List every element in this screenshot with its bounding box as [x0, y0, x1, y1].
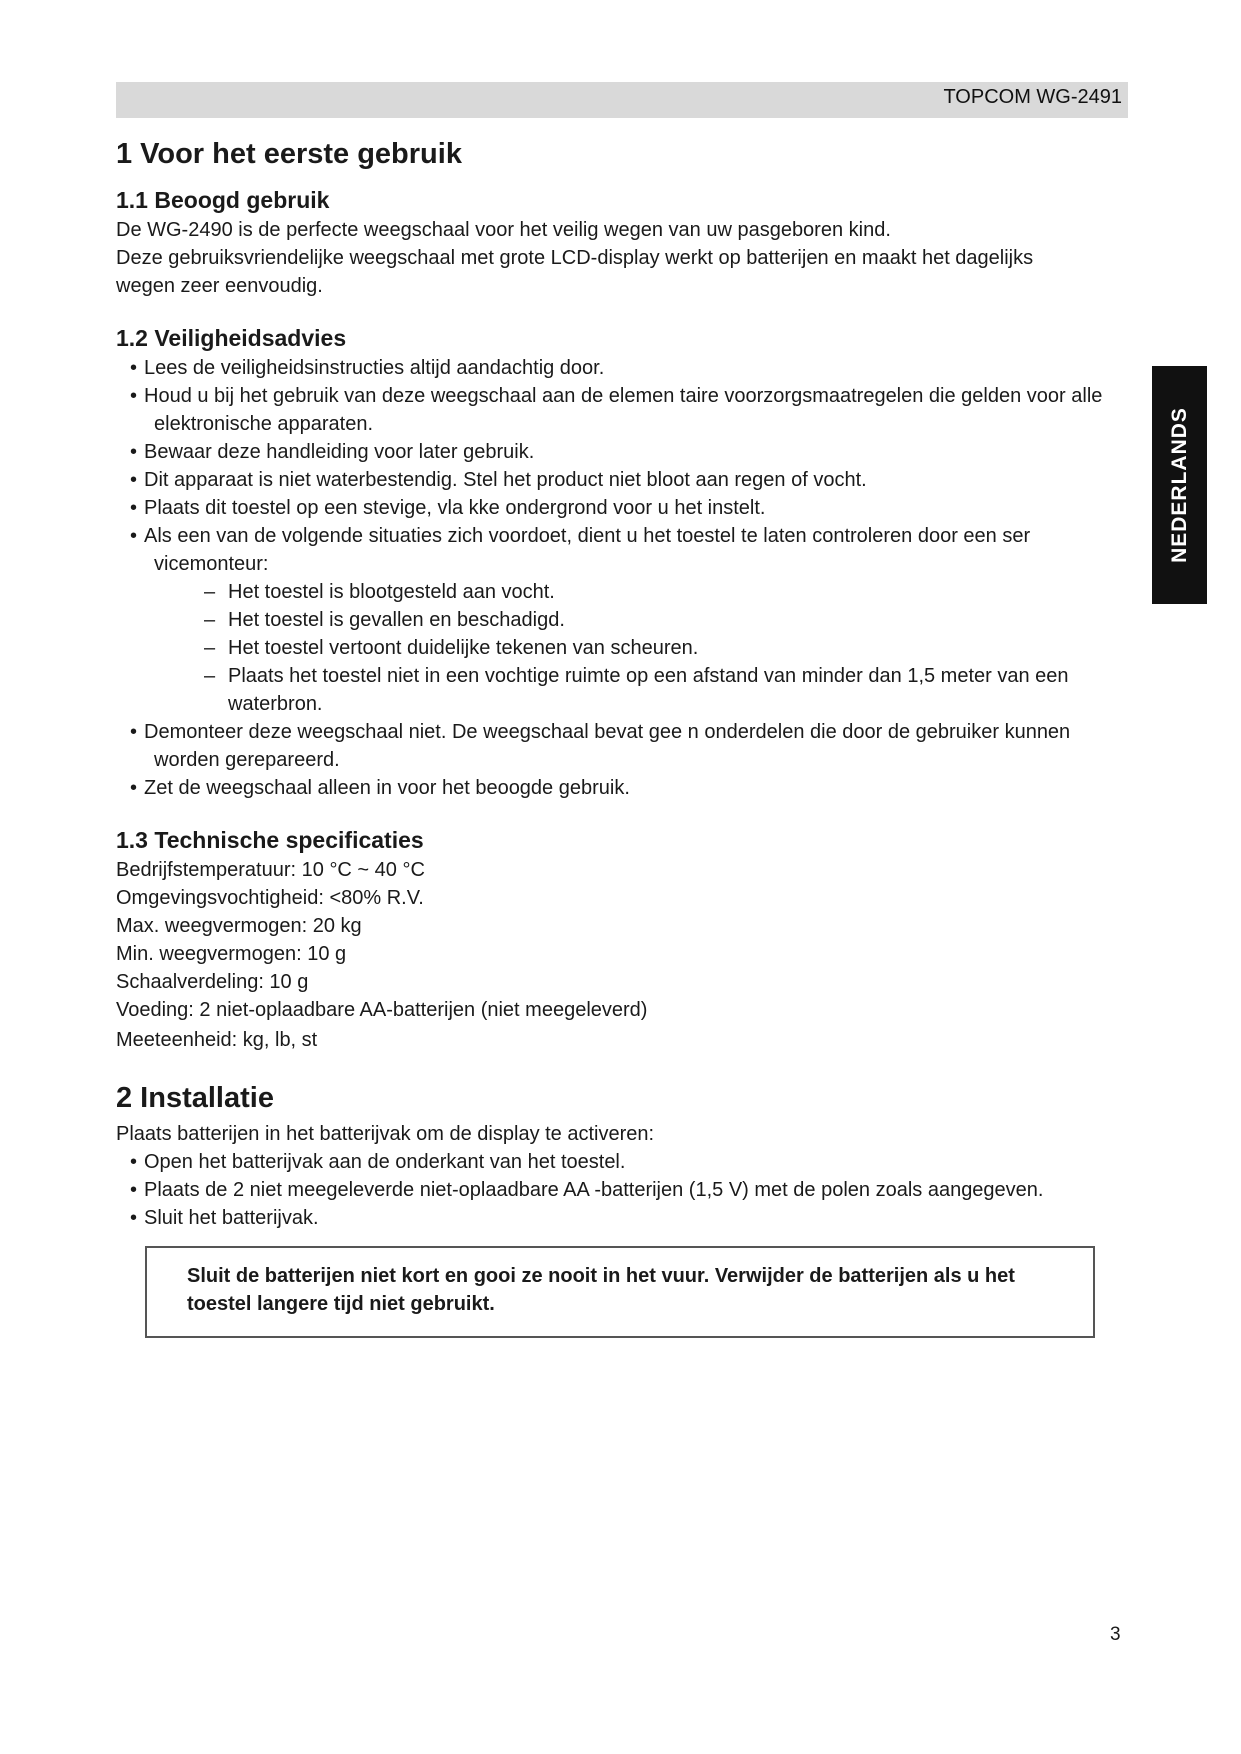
safety-sub-item: – Het toestel is gevallen en beschadigd. — [204, 609, 565, 631]
header-bar — [116, 82, 1128, 118]
battery-warning-text: Sluit de batterijen niet kort en gooi ze nooit in het vuur. Verwijder de batterijen als u het toestel langere tijd niet gebruikt. — [187, 1265, 1015, 1315]
safety-item: • Als een van de volgende situaties zich voordoet, dient u het toestel te laten controleren door een ser vicemonteur: — [116, 522, 1126, 578]
installation-intro: Plaats batterijen in het batterijvak om de display te activeren: — [116, 1123, 655, 1145]
spec-line: Schaalverdeling: 10 g — [116, 971, 309, 993]
section-1-3-title: 1.3 Technische specificaties — [116, 827, 424, 853]
safety-item: • Lees de veiligheidsinstructies altijd aandachtig door. — [116, 354, 1126, 382]
safety-sub-list — [116, 578, 1126, 718]
battery-warning-box — [145, 1246, 1095, 1338]
safety-item: • Demonteer deze weegschaal niet. De weegschaal bevat gee n onderdelen die door de gebruiker kunnen worden gerepareerd. — [116, 718, 1126, 774]
safety-sub-item: – Plaats het toestel niet in een vochtige ruimte op een afstand van minder dan 1,5 meter van een waterbron. — [204, 665, 1069, 715]
installation-list — [116, 1148, 1126, 1232]
page-content — [116, 132, 1126, 1338]
intended-use-line: wegen zeer eenvoudig. — [116, 275, 323, 297]
language-tab-label: NEDERLANDS — [1167, 407, 1191, 563]
spec-line: Voeding: 2 niet-oplaadbare AA-batterijen (niet meegeleverd) — [116, 999, 648, 1021]
safety-item: • Bewaar deze handleiding voor later gebruik. — [116, 438, 1126, 466]
header-title: TOPCOM WG-2491 — [943, 86, 1122, 108]
section-1-2-title: 1.2 Veiligheidsadvies — [116, 325, 347, 351]
safety-list-continued — [116, 718, 1126, 802]
installation-item: • Plaats de 2 niet meegeleverde niet-oplaadbare AA -batterijen (1,5 V) met de polen zoals aangegeven. — [116, 1176, 1126, 1204]
safety-list — [116, 354, 1126, 578]
safety-sub-item: – Het toestel is blootgesteld aan vocht. — [204, 581, 555, 603]
section-1-1-title: 1.1 Beoogd gebruik — [116, 187, 330, 213]
installation-item: • Sluit het batterijvak. — [116, 1204, 1126, 1232]
section-1-title: 1 Voor het eerste gebruik — [116, 138, 462, 170]
safety-item: • Plaats dit toestel op een stevige, vla kke ondergrond voor u het instelt. — [116, 494, 1126, 522]
intended-use-line: De WG-2490 is de perfecte weegschaal voor het veilig wegen van uw pasgeboren kind. — [116, 219, 891, 241]
safety-item: • Dit apparaat is niet waterbestendig. Stel het product niet bloot aan regen of vocht. — [116, 466, 1126, 494]
intended-use-line: Deze gebruiksvriendelijke weegschaal met grote LCD-display werkt op batterijen en maakt het dagelijks — [116, 247, 1034, 269]
spec-line: Bedrijfstemperatuur: 10 °C ~ 40 °C — [116, 859, 425, 881]
page-number: 3 — [1110, 1624, 1121, 1645]
installation-item: • Open het batterijvak aan de onderkant van het toestel. — [116, 1148, 1126, 1176]
safety-item: • Zet de weegschaal alleen in voor het beoogde gebruik. — [116, 774, 1126, 802]
spec-line: Omgevingsvochtigheid: <80% R.V. — [116, 887, 424, 909]
spec-line: Max. weegvermogen: 20 kg — [116, 915, 362, 937]
spec-line: Meeteenheid: kg, lb, st — [116, 1029, 318, 1051]
safety-item: • Houd u bij het gebruik van deze weegschaal aan de elemen taire voorzorgsmaatregelen die gelden voor alle elektronische apparaten. — [116, 382, 1126, 438]
section-2-title: 2 Installatie — [116, 1082, 274, 1114]
safety-sub-item: – Het toestel vertoont duidelijke tekenen van scheuren. — [204, 637, 699, 659]
spec-line: Min. weegvermogen: 10 g — [116, 943, 347, 965]
language-tab — [1152, 366, 1207, 604]
